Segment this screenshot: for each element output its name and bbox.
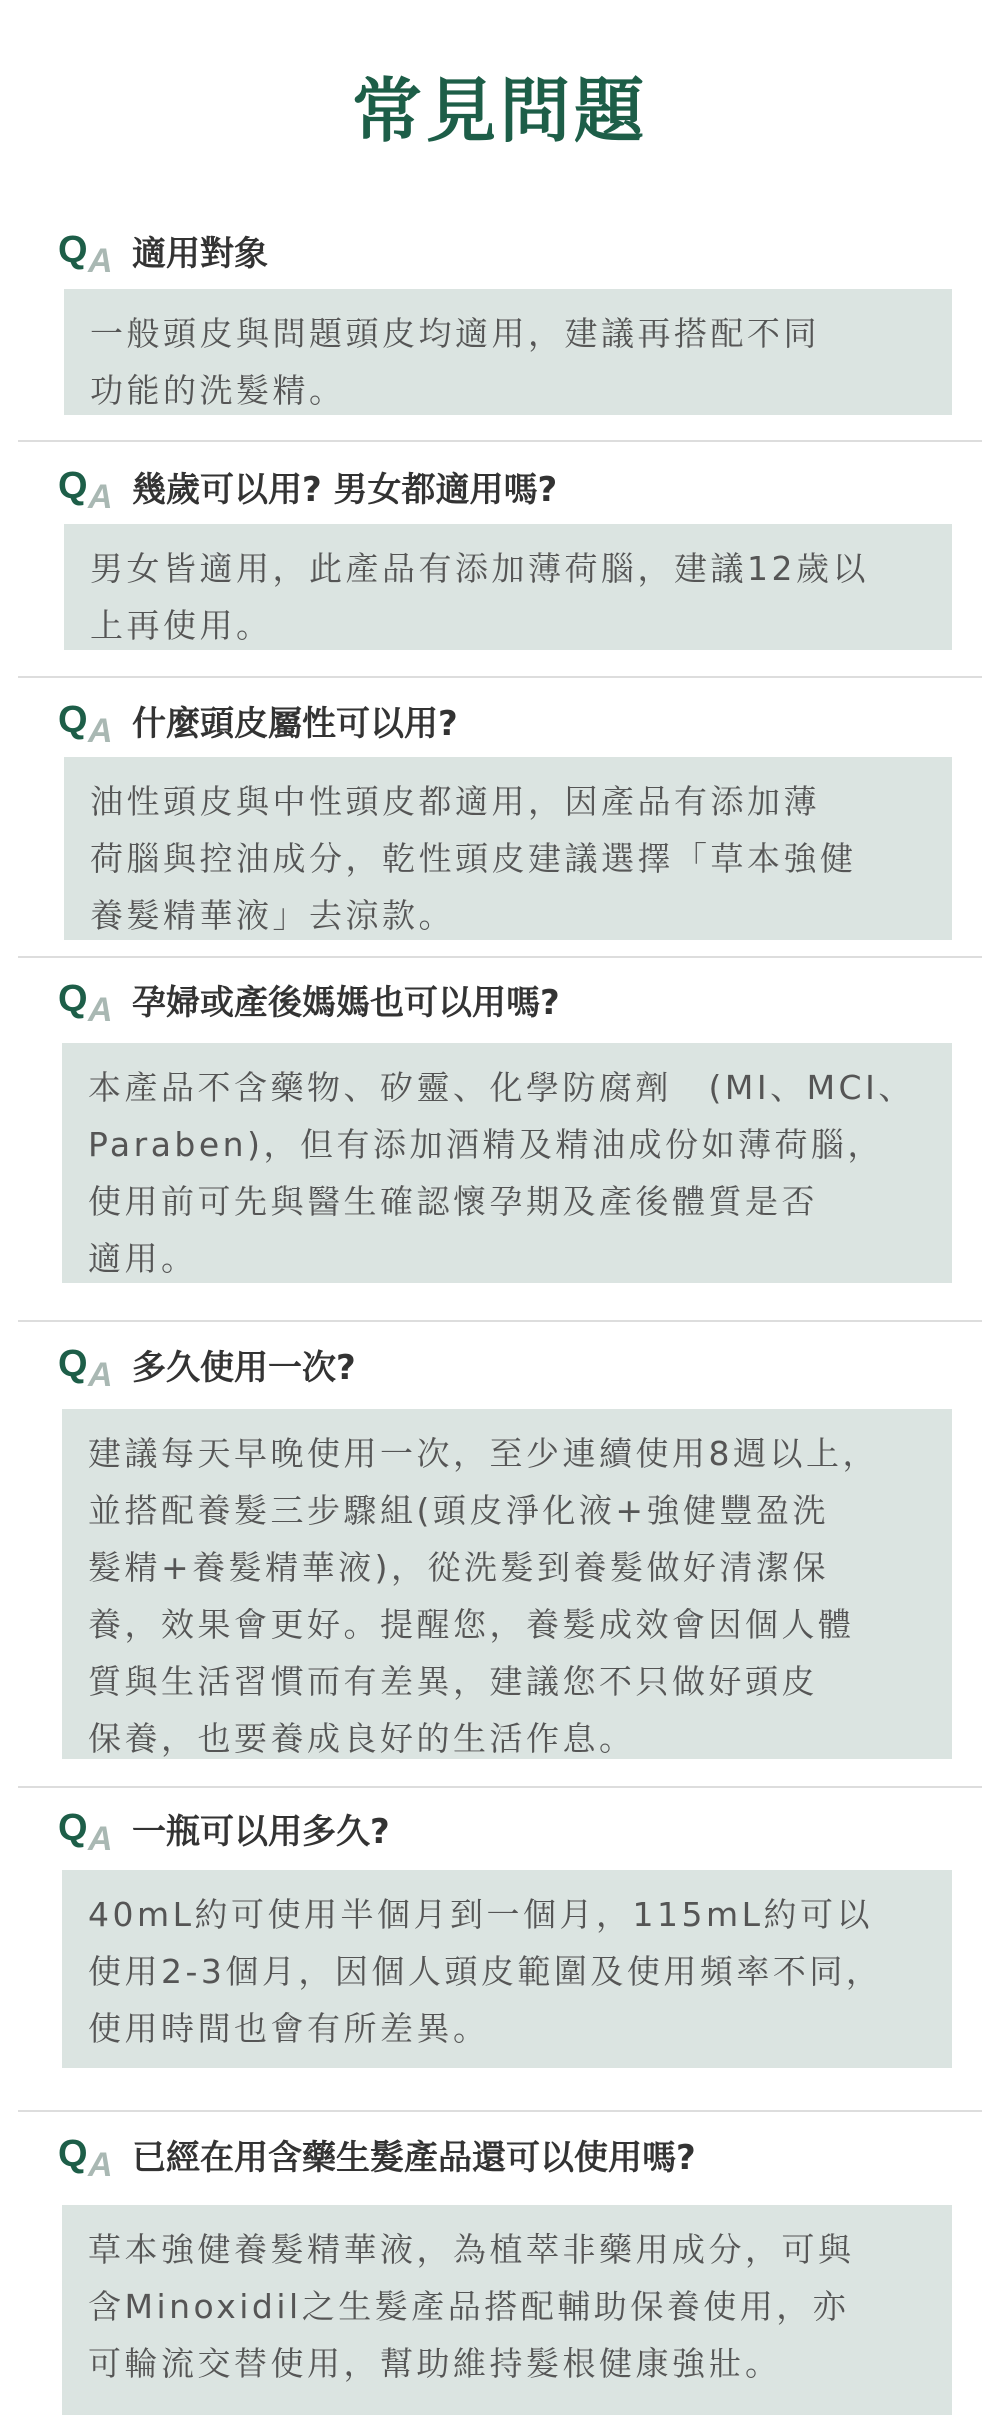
faq-answer-box	[64, 289, 952, 415]
answer-line: 保養，也要養成良好的生活作息。	[88, 1719, 636, 1758]
answer-line: 並搭配養髮三步驟組(頭皮淨化液+強健豐盈洗	[88, 1491, 830, 1530]
qa-icon: Q A	[58, 2133, 113, 2184]
qa-icon: Q A	[58, 465, 113, 516]
answer-line: 養，效果會更好。提醒您，養髮成效會因個人體	[88, 1605, 855, 1644]
answer-line: 一般頭皮與問題頭皮均適用，建議再搭配不同	[90, 314, 820, 353]
faq-question-text: 已經在用含藥生髮產品還可以使用嗎?	[132, 2138, 696, 2178]
faq-answer-box	[64, 524, 952, 650]
answer-line: 40mL約可使用半個月到一個月，115mL約可以	[88, 1895, 874, 1934]
answer-line: 草本強健養髮精華液，為植萃非藥用成分，可與	[88, 2230, 855, 2269]
answer-line: 養髮精華液」去涼款。	[90, 896, 455, 935]
answer-line: 上再使用。	[90, 606, 273, 645]
divider	[18, 676, 982, 678]
faq-question	[58, 1343, 356, 1393]
faq-question	[58, 978, 560, 1028]
qa-icon: Q A	[58, 978, 113, 1029]
faq-question	[58, 229, 268, 279]
faq-question-text: 一瓶可以用多久?	[132, 1812, 390, 1852]
faq-answer-box	[62, 2205, 952, 2415]
divider	[18, 1320, 982, 1322]
faq-question-text: 什麼頭皮屬性可以用?	[132, 704, 458, 744]
answer-line: 可輪流交替使用，幫助維持髮根健康強壯。	[88, 2344, 782, 2383]
answer-line: 功能的洗髮精。	[90, 371, 346, 410]
faq-answer-box	[62, 1409, 952, 1759]
faq-question-text: 孕婦或產後媽媽也可以用嗎?	[132, 983, 560, 1023]
answer-line: 荷腦與控油成分，乾性頭皮建議選擇「草本強健	[90, 839, 857, 878]
answer-line: 髮精+養髮精華液)，從洗髮到養髮做好清潔保	[88, 1548, 830, 1587]
faq-answer-box	[62, 1870, 952, 2068]
faq-question-text: 多久使用一次?	[132, 1348, 356, 1388]
page-title: 常見問題	[352, 70, 648, 152]
answer-line: Paraben)，但有添加酒精及精油成份如薄荷腦，	[88, 1125, 884, 1164]
qa-icon: Q A	[58, 1343, 113, 1394]
answer-line: 男女皆適用，此產品有添加薄荷腦，建議12歲以	[90, 549, 869, 588]
answer-line: 含Minoxidil之生髮產品搭配輔助保養使用，亦	[88, 2287, 850, 2326]
faq-question	[58, 465, 557, 515]
answer-line: 油性頭皮與中性頭皮都適用，因產品有添加薄	[90, 782, 820, 821]
answer-line: 使用前可先與醫生確認懷孕期及產後體質是否	[88, 1182, 818, 1221]
faq-answer-box	[62, 1043, 952, 1283]
faq-question	[58, 699, 458, 749]
answer-line: 本產品不含藥物、矽靈、化學防腐劑 (MI、MCI、	[88, 1068, 915, 1107]
faq-answer-box	[64, 757, 952, 940]
answer-line: 質與生活習慣而有差異，建議您不只做好頭皮	[88, 1662, 818, 1701]
answer-line: 適用。	[88, 1239, 198, 1278]
qa-icon: Q A	[58, 699, 113, 750]
faq-question	[58, 2133, 696, 2183]
divider	[18, 1786, 982, 1788]
answer-line: 使用2-3個月，因個人頭皮範圍及使用頻率不同，	[88, 1952, 883, 1991]
faq-question	[58, 1807, 390, 1857]
answer-line: 使用時間也會有所差異。	[88, 2009, 490, 2048]
qa-icon: Q A	[58, 229, 113, 280]
divider	[18, 956, 982, 958]
qa-icon: Q A	[58, 1807, 113, 1858]
answer-line: 建議每天早晚使用一次，至少連續使用8週以上，	[88, 1434, 879, 1473]
faq-question-text: 適用對象	[132, 234, 268, 274]
faq-question-text: 幾歲可以用? 男女都適用嗎?	[132, 470, 558, 510]
divider	[18, 2110, 982, 2112]
divider	[18, 440, 982, 442]
